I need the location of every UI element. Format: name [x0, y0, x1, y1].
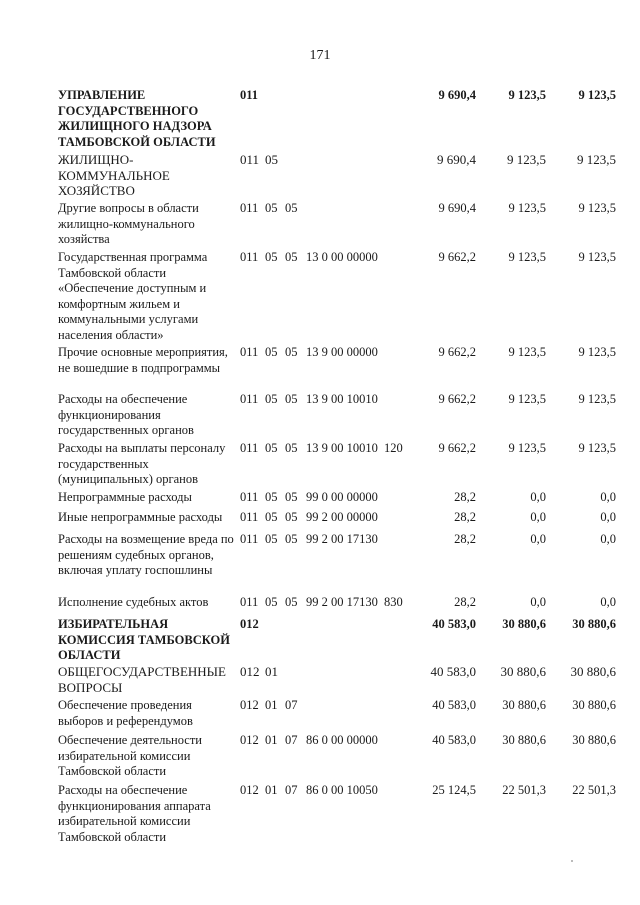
amount-year-1: 40 583,0: [432, 733, 476, 747]
target-item-code: 13 9 00 10010: [306, 441, 378, 455]
amount-year-1: 40 583,0: [432, 617, 476, 631]
amount-year-3: 9 123,5: [578, 392, 616, 406]
section-code: 01: [265, 698, 278, 712]
target-item-code: 99 2 00 00000: [306, 510, 378, 524]
amount-year-2: 9 123,5: [508, 88, 546, 102]
subsection-code: 07: [285, 783, 298, 797]
amount-year-1: 40 583,0: [430, 664, 476, 679]
section-code: 01: [265, 664, 278, 679]
row-name: Обеспечение проведения выборов и референдумов: [58, 698, 193, 728]
amount-year-2: 9 123,5: [508, 345, 546, 359]
amount-year-3: 0,0: [600, 490, 616, 504]
amount-year-2: 30 880,6: [502, 733, 546, 747]
subsection-code: 05: [285, 345, 298, 359]
section-code: 05: [265, 595, 278, 609]
ved-code: 011: [240, 345, 259, 359]
amount-year-1: 9 690,4: [437, 152, 476, 167]
section-code: 05: [265, 345, 278, 359]
ved-code: 011: [240, 532, 259, 546]
amount-year-3: 0,0: [600, 510, 616, 524]
amount-year-3: 0,0: [600, 532, 616, 546]
amount-year-3: 30 880,6: [572, 617, 616, 631]
row-name: Иные непрограммные расходы: [58, 510, 223, 524]
row-name: УПРАВЛЕНИЕ ГОСУДАРСТВЕННОГО ЖИЛИЩНОГО НАДЗОРА ТАМБОВСКОЙ ОБЛАСТИ: [58, 88, 216, 149]
amount-year-1: 9 690,4: [438, 201, 476, 215]
amount-year-2: 30 880,6: [502, 617, 546, 631]
amount-year-3: 30 880,6: [572, 698, 616, 712]
target-item-code: 86 0 00 10050: [306, 783, 378, 797]
amount-year-2: 30 880,6: [502, 698, 546, 712]
target-item-code: 13 9 00 10010: [306, 392, 378, 406]
row-name: Непрограммные расходы: [58, 490, 192, 504]
ved-code: 011: [240, 392, 259, 406]
section-code: 05: [265, 532, 278, 546]
row-name: ЖИЛИЩНО-КОММУНАЛЬНОЕ ХОЗЯЙСТВО: [58, 152, 170, 198]
ved-code: 012: [240, 664, 260, 679]
row-name: Расходы на обеспечение функционирования государственных органов: [58, 392, 194, 437]
amount-year-1: 25 124,5: [432, 783, 476, 797]
amount-year-2: 9 123,5: [508, 201, 546, 215]
amount-year-3: 30 880,6: [570, 664, 616, 679]
amount-year-2: 9 123,5: [508, 392, 546, 406]
row-name: Расходы на обеспечение функционирования аппарата избирательной комиссии Тамбовской области: [58, 783, 211, 844]
ved-code: 011: [240, 250, 259, 264]
amount-year-1: 40 583,0: [432, 698, 476, 712]
target-item-code: 99 0 00 00000: [306, 490, 378, 504]
amount-year-3: 9 123,5: [577, 152, 616, 167]
amount-year-2: 9 123,5: [507, 152, 546, 167]
row-name: Обеспечение деятельности избирательной комиссии Тамбовской области: [58, 733, 203, 778]
section-code: 01: [265, 783, 278, 797]
ved-code: 012: [240, 698, 259, 712]
row-name: ОБЩЕГОСУДАРСТВЕННЫЕ ВОПРОСЫ: [58, 664, 226, 695]
amount-year-1: 28,2: [454, 510, 476, 524]
ved-code: 011: [240, 490, 259, 504]
row-name: Расходы на выплаты персоналу государственных (муниципальных) органов: [58, 441, 226, 486]
amount-year-1: 28,2: [454, 595, 476, 609]
amount-year-2: 22 501,3: [502, 783, 546, 797]
row-name: Государственная программа Тамбовской области «Обеспечение доступным и комфортным жильем и коммунальными услугами населения области»: [58, 250, 208, 342]
target-item-code: 99 2 00 17130: [306, 595, 378, 609]
section-code: 05: [265, 490, 278, 504]
amount-year-3: 9 123,5: [578, 345, 616, 359]
ved-code: 012: [240, 617, 259, 631]
amount-year-2: 0,0: [530, 595, 546, 609]
amount-year-1: 9 662,2: [438, 250, 476, 264]
ved-code: 011: [240, 595, 259, 609]
row-name: Исполнение судебных актов: [58, 595, 209, 609]
ved-code: 011: [240, 510, 259, 524]
subsection-code: 05: [285, 490, 298, 504]
amount-year-3: 9 123,5: [578, 441, 616, 455]
subsection-code: 05: [285, 392, 298, 406]
amount-year-2: 30 880,6: [500, 664, 546, 679]
row-name: Прочие основные мероприятия, не вошедшие в подпрограммы: [58, 345, 228, 375]
amount-year-3: 9 123,5: [578, 201, 616, 215]
subsection-code: 05: [285, 595, 298, 609]
expense-type-code: 830: [384, 595, 403, 609]
target-item-code: 13 9 00 00000: [306, 345, 378, 359]
section-code: 01: [265, 733, 278, 747]
section-code: 05: [265, 250, 278, 264]
amount-year-1: 9 662,2: [438, 441, 476, 455]
amount-year-2: 0,0: [530, 510, 546, 524]
ved-code: 012: [240, 733, 259, 747]
amount-year-1: 28,2: [454, 490, 476, 504]
expense-type-code: 120: [384, 441, 403, 455]
amount-year-2: 0,0: [530, 490, 546, 504]
subsection-code: 05: [285, 250, 298, 264]
amount-year-3: 22 501,3: [572, 783, 616, 797]
ved-code: 011: [240, 88, 259, 102]
amount-year-1: 9 690,4: [438, 88, 476, 102]
scan-speck: [571, 860, 573, 862]
ved-code: 012: [240, 783, 259, 797]
page-number: 171: [309, 48, 331, 63]
amount-year-1: 28,2: [454, 532, 476, 546]
target-item-code: 13 0 00 00000: [306, 250, 378, 264]
amount-year-2: 0,0: [530, 532, 546, 546]
section-code: 05: [265, 201, 278, 215]
ved-code: 011: [240, 152, 260, 167]
amount-year-1: 9 662,2: [438, 345, 476, 359]
subsection-code: 05: [285, 532, 298, 546]
amount-year-3: 9 123,5: [578, 250, 616, 264]
section-code: 05: [265, 392, 278, 406]
amount-year-2: 9 123,5: [508, 250, 546, 264]
amount-year-2: 9 123,5: [508, 441, 546, 455]
section-code: 05: [265, 441, 278, 455]
ved-code: 011: [240, 201, 259, 215]
row-name: ИЗБИРАТЕЛЬНАЯ КОМИССИЯ ТАМБОВСКОЙ ОБЛАСТИ: [58, 617, 230, 662]
amount-year-3: 9 123,5: [578, 88, 616, 102]
amount-year-3: 0,0: [600, 595, 616, 609]
amount-year-1: 9 662,2: [438, 392, 476, 406]
section-code: 05: [265, 510, 278, 524]
subsection-code: 07: [285, 698, 298, 712]
target-item-code: 86 0 00 00000: [306, 733, 378, 747]
target-item-code: 99 2 00 17130: [306, 532, 378, 546]
row-name: Расходы на возмещение вреда по решениям судебных органов, включая уплату госпошлины: [58, 532, 234, 577]
amount-year-3: 30 880,6: [572, 733, 616, 747]
ved-code: 011: [240, 441, 259, 455]
row-name: Другие вопросы в области жилищно-коммунального хозяйства: [58, 201, 199, 246]
subsection-code: 07: [285, 733, 298, 747]
subsection-code: 05: [285, 441, 298, 455]
section-code: 05: [265, 152, 278, 167]
subsection-code: 05: [285, 510, 298, 524]
subsection-code: 05: [285, 201, 298, 215]
